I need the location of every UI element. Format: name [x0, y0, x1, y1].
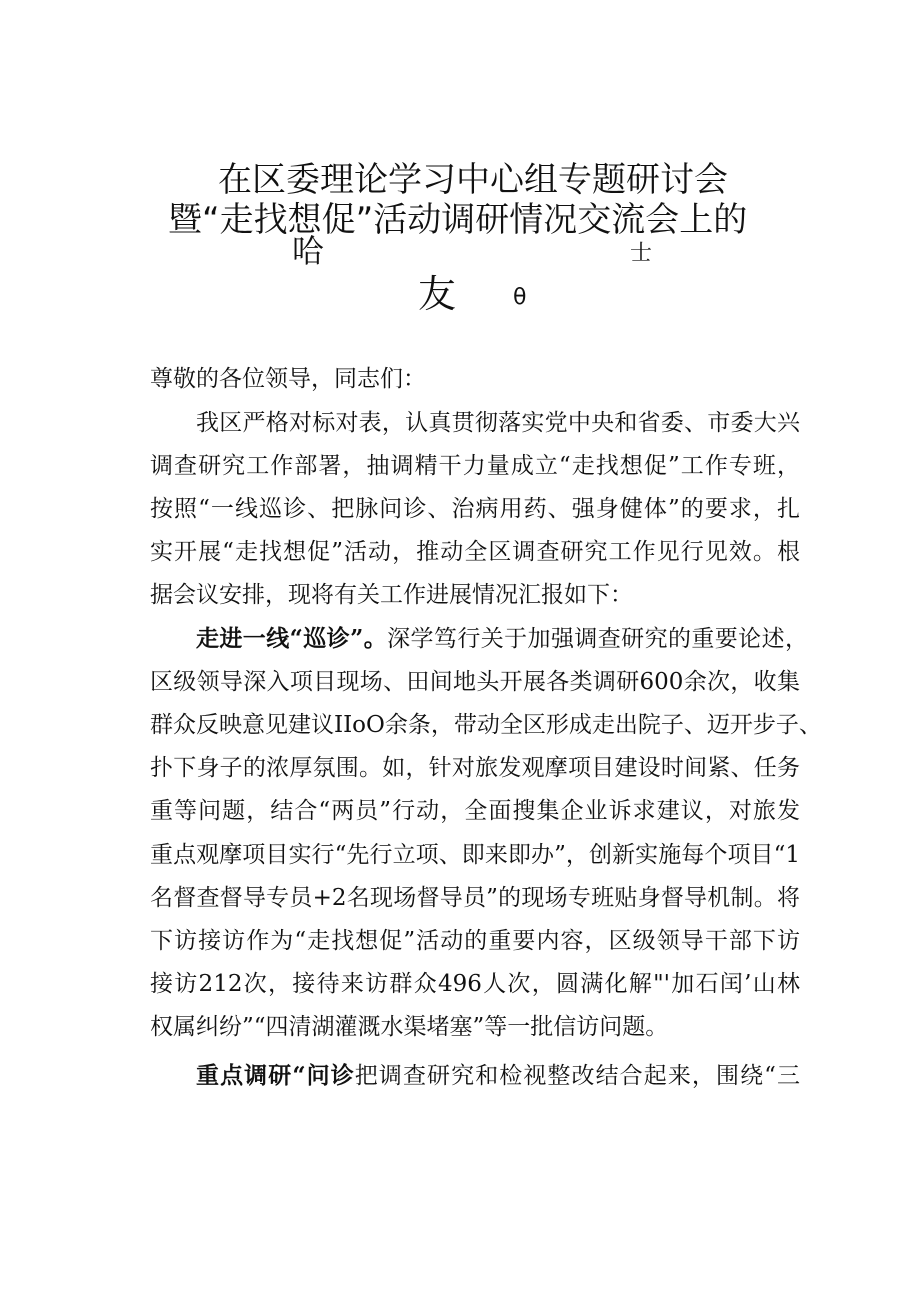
section1-heading: 走进一线“巡诊”。	[196, 625, 388, 652]
title-line-1: 在区委理论学习中心组专题研讨会	[218, 160, 728, 200]
section1-line: 群众反映意见建议IIoO余条，带动全区形成走出院子、迈开步子、	[150, 712, 822, 738]
section1-first-rest: 深学笃行关于加强调查研究的重要论述，	[387, 626, 808, 652]
intro-line-5: 据会议安排，现将有关工作进展情况汇报如下：	[150, 582, 633, 608]
section2-first-line	[196, 1061, 800, 1091]
section1-line: 权属纠纷”“四清湖灌溉水渠堵塞”等一批信访问题。	[150, 1014, 669, 1040]
section2-heading: 重点调研“问诊	[196, 1062, 355, 1089]
salutation: 尊敬的各位领导，同志们：	[150, 366, 426, 392]
intro-line-2: 调查研究工作部署，抽调精干力量成立“走找想促”工作专班，	[150, 453, 800, 479]
intro-line-3: 按照“一线巡诊、把脉问诊、治病用药、强身健体”的要求，扎	[150, 496, 800, 522]
section1-line: 重点观摩项目实行“先行立项、即来即办”，创新实施每个项目“1	[150, 842, 800, 868]
section2-first-rest: 把调查研究和检视整改结合起来，围绕“三	[354, 1063, 800, 1089]
section1-line: 名督查督导专员+2名现场督导员”的现场专班贴身督导机制。将	[150, 885, 800, 911]
title-fragment-shi: 士	[630, 241, 653, 266]
section1-line: 接访212次，接待来访群众496人次，圆满化解"'加石闰’山林	[150, 971, 800, 997]
intro-line-4: 实开展“走找想促”活动，推动全区调查研究工作见行见效。根	[150, 539, 800, 565]
section1-line: 扑下身子的浓厚氛围。如，针对旅发观摩项目建设时间紧、任务	[150, 755, 800, 781]
section1-first-line	[196, 624, 808, 654]
title-fragment-theta: θ	[513, 285, 527, 310]
section1-line: 区级领导深入项目现场、田间地头开展各类调研600余次，收集	[150, 669, 800, 695]
title-line-2: 暨“走找想促”活动调研情况交流会上的	[168, 200, 748, 240]
title-fragment-ha: 哈	[292, 232, 325, 270]
intro-line-1: 我区严格对标对表，认真贯彻落实党中央和省委、市委大兴	[196, 410, 800, 436]
section1-line: 重等问题，结合“两员”行动，全面搜集企业诉求建议，对旅发	[150, 798, 800, 824]
section1-line: 下访接访作为“走找想促”活动的重要内容，区级领导干部下访	[150, 928, 800, 954]
title-fragment-you: 友	[418, 272, 457, 316]
